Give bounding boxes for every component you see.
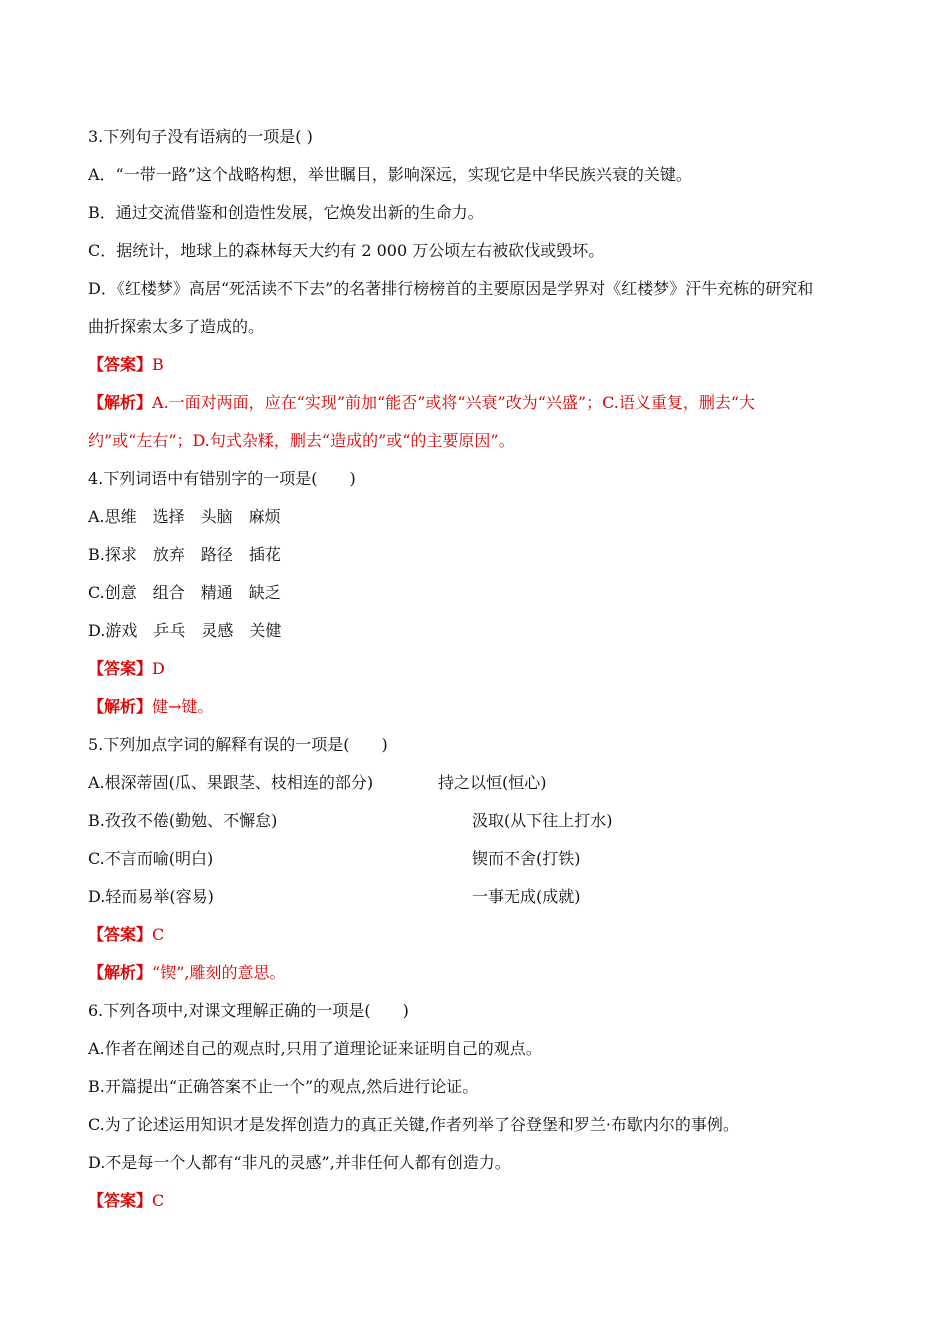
answer-tag: 【答案】 (88, 355, 153, 374)
q5-option-c-left: C.不言而喻(明白) (88, 849, 214, 868)
q6-option-d: D.不是每一个人都有“非凡的灵感”,并非任何人都有创造力。 (88, 1153, 511, 1172)
q4-option-b: B.探求 放弃 路径 插花 (88, 545, 281, 564)
q5-option-a-right: 持之以恒(恒心) (438, 773, 547, 792)
q5-stem: 5.下列加点字词的解释有误的一项是( ) (88, 735, 388, 754)
q6-option-c: C.为了论述运用知识才是发挥创造力的真正关键,作者列举了谷登堡和罗兰·布歇内尔的事例。 (88, 1115, 739, 1134)
q5-analysis (88, 954, 878, 992)
q3-option-d-line1: D．《红楼梦》高居“死活读不下去”的名著排行榜榜首的主要原因是学界对《红楼梦》汗牛充栋的研究和 (88, 279, 814, 298)
q5-option-d-left: D.轻而易举(容易) (88, 887, 214, 906)
analysis-text: 健→键。 (152, 697, 214, 716)
analysis-tag: 【解析】 (88, 393, 153, 412)
q3-option-a: A．“一带一路”这个战略构想，举世瞩目，影响深远，实现它是中华民族兴衰的关键。 (88, 165, 692, 184)
q3-analysis-line2: 约”或“左右”；D.句式杂糅，删去“造成的”或“的主要原因”。 (88, 431, 515, 450)
q6-stem: 6.下列各项中,对课文理解正确的一项是( ) (88, 1001, 409, 1020)
analysis-tag: 【解析】 (88, 963, 153, 982)
q3-stem: 3.下列句子没有语病的一项是( ) (88, 127, 313, 146)
analysis-tag: 【解析】 (88, 697, 153, 716)
document-page (88, 118, 878, 1220)
q5-option-c (88, 840, 878, 878)
answer-value: C (152, 1191, 165, 1210)
q4-stem: 4.下列词语中有错别字的一项是( ) (88, 469, 356, 488)
answer-value: C (152, 925, 165, 944)
q3-answer (88, 346, 878, 384)
q5-option-d (88, 878, 878, 916)
answer-tag: 【答案】 (88, 925, 153, 944)
q6-option-b: B.开篇提出“正确答案不止一个”的观点,然后进行论证。 (88, 1077, 479, 1096)
q5-option-c-right: 锲而不舍(打铁) (472, 849, 581, 868)
q4-option-d: D.游戏 乒乓 灵感 关健 (88, 621, 282, 640)
q5-option-b-left: B.孜孜不倦(勤勉、不懈怠) (88, 811, 278, 830)
q4-option-c: C.创意 组合 精通 缺乏 (88, 583, 281, 602)
q3-option-c: C．据统计，地球上的森林每天大约有 2 000 万公顷左右被砍伐或毁坏。 (88, 241, 605, 260)
q5-option-d-right: 一事无成(成就) (472, 887, 581, 906)
answer-value: B (152, 355, 164, 374)
answer-tag: 【答案】 (88, 659, 153, 678)
q5-option-a-left: A.根深蒂固(瓜、果跟茎、枝相连的部分) (88, 773, 374, 792)
answer-value: D (152, 659, 165, 678)
q3-option-b: B．通过交流借鉴和创造性发展，它焕发出新的生命力。 (88, 203, 484, 222)
q4-option-a: A.思维 选择 头脑 麻烦 (88, 507, 281, 526)
q5-answer (88, 916, 878, 954)
q5-option-a (88, 764, 878, 802)
q6-option-a: A.作者在阐述自己的观点时,只用了道理论证来证明自己的观点。 (88, 1039, 542, 1058)
q3-option-d-line2: 曲折探索太多了造成的。 (88, 317, 265, 336)
q3-analysis-line1 (88, 384, 878, 422)
analysis-text: A.一面对两面，应在“实现”前加“能否”或将“兴衰”改为“兴盛”；C.语义重复，删去“大 (152, 393, 756, 412)
q5-option-b (88, 802, 878, 840)
q5-option-b-right: 汲取(从下往上打水) (472, 811, 613, 830)
q4-answer (88, 650, 878, 688)
q6-answer (88, 1182, 878, 1220)
analysis-text: “锲”,雕刻的意思。 (152, 963, 286, 982)
q4-analysis (88, 688, 878, 726)
answer-tag: 【答案】 (88, 1191, 153, 1210)
